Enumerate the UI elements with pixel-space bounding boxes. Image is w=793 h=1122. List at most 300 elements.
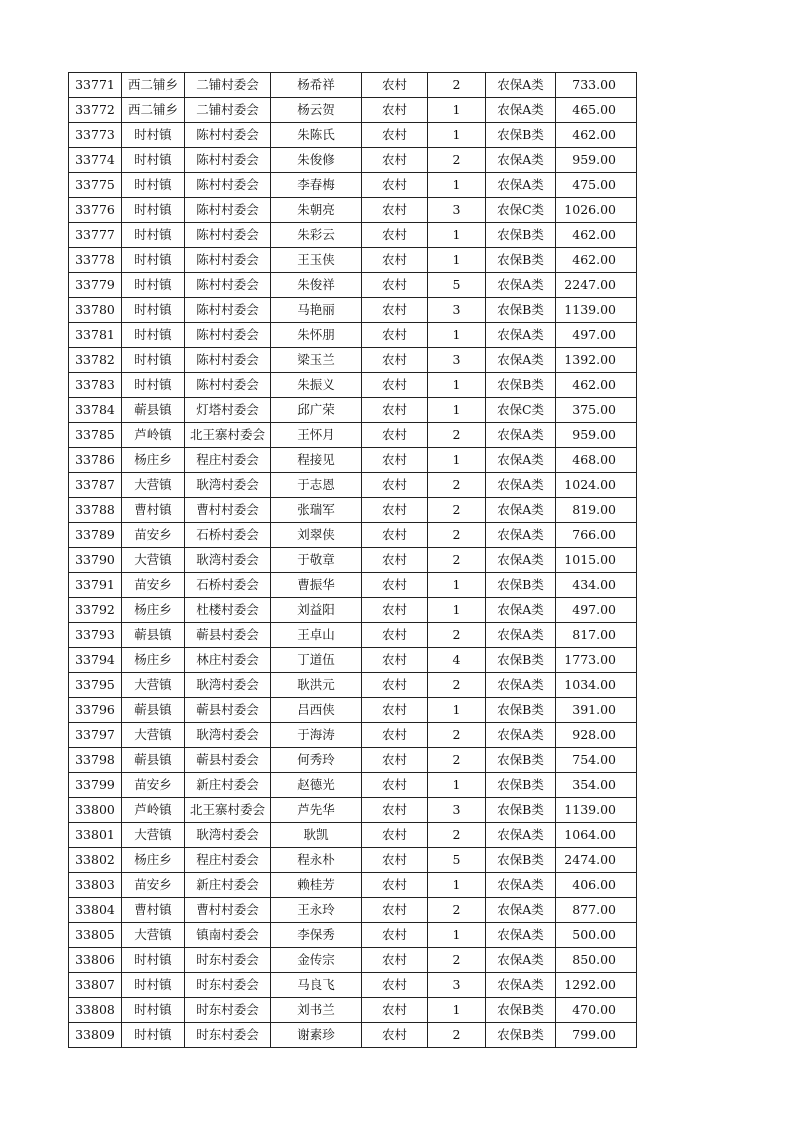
- table-row: [69, 748, 637, 773]
- table-row: [69, 723, 637, 748]
- table-row: [69, 648, 637, 673]
- village-committee-cell: 陈村村委会: [185, 373, 271, 398]
- village-committee-cell: 耿湾村委会: [185, 823, 271, 848]
- record-id: 33799: [69, 773, 122, 798]
- village-committee-cell: 蕲县村委会: [185, 748, 271, 773]
- household-count-cell: 1: [428, 573, 486, 598]
- household-count-cell: 1: [428, 323, 486, 348]
- household-count-cell: 1: [428, 598, 486, 623]
- residence-type-cell: 农村: [362, 573, 428, 598]
- village-committee-cell: 陈村村委会: [185, 273, 271, 298]
- household-count-cell: 2: [428, 73, 486, 98]
- town-cell: 蕲县镇: [122, 623, 185, 648]
- insurance-category-cell: 农保B类: [486, 298, 556, 323]
- household-count-cell: 3: [428, 348, 486, 373]
- amount-cell: 850.00: [556, 948, 637, 973]
- insurance-category-cell: 农保B类: [486, 223, 556, 248]
- amount-cell: 500.00: [556, 923, 637, 948]
- village-committee-cell: 曹村村委会: [185, 898, 271, 923]
- household-count-cell: 1: [428, 448, 486, 473]
- record-id: 33791: [69, 573, 122, 598]
- household-count-cell: 2: [428, 473, 486, 498]
- person-name-cell: 耿洪元: [271, 673, 362, 698]
- household-count-cell: 2: [428, 498, 486, 523]
- record-id: 33792: [69, 598, 122, 623]
- amount-cell: 462.00: [556, 248, 637, 273]
- town-cell: 杨庄乡: [122, 848, 185, 873]
- person-name-cell: 朱俊修: [271, 148, 362, 173]
- residence-type-cell: 农村: [362, 373, 428, 398]
- amount-cell: 1024.00: [556, 473, 637, 498]
- town-cell: 时村镇: [122, 998, 185, 1023]
- table-row: [69, 448, 637, 473]
- amount-cell: 819.00: [556, 498, 637, 523]
- record-id: 33776: [69, 198, 122, 223]
- insurance-category-cell: 农保A类: [486, 73, 556, 98]
- table-row: [69, 598, 637, 623]
- table-row: [69, 273, 637, 298]
- residence-type-cell: 农村: [362, 173, 428, 198]
- record-id: 33775: [69, 173, 122, 198]
- household-count-cell: 1: [428, 173, 486, 198]
- person-name-cell: 梁玉兰: [271, 348, 362, 373]
- person-name-cell: 马艳丽: [271, 298, 362, 323]
- residence-type-cell: 农村: [362, 623, 428, 648]
- village-committee-cell: 灯塔村委会: [185, 398, 271, 423]
- person-name-cell: 张瑞军: [271, 498, 362, 523]
- record-id: 33772: [69, 98, 122, 123]
- insurance-category-cell: 农保A类: [486, 973, 556, 998]
- insurance-category-cell: 农保A类: [486, 598, 556, 623]
- person-name-cell: 刘益阳: [271, 598, 362, 623]
- table-row: [69, 773, 637, 798]
- person-name-cell: 杨云贺: [271, 98, 362, 123]
- amount-cell: 470.00: [556, 998, 637, 1023]
- town-cell: 时村镇: [122, 248, 185, 273]
- person-name-cell: 芦先华: [271, 798, 362, 823]
- record-id: 33780: [69, 298, 122, 323]
- record-id: 33781: [69, 323, 122, 348]
- insurance-category-cell: 农保A类: [486, 948, 556, 973]
- household-count-cell: 2: [428, 948, 486, 973]
- town-cell: 时村镇: [122, 223, 185, 248]
- town-cell: 时村镇: [122, 323, 185, 348]
- insurance-category-cell: 农保A类: [486, 548, 556, 573]
- town-cell: 时村镇: [122, 173, 185, 198]
- residence-type-cell: 农村: [362, 648, 428, 673]
- town-cell: 时村镇: [122, 148, 185, 173]
- amount-cell: 1292.00: [556, 973, 637, 998]
- amount-cell: 928.00: [556, 723, 637, 748]
- village-committee-cell: 杜楼村委会: [185, 598, 271, 623]
- amount-cell: 354.00: [556, 773, 637, 798]
- table-row: [69, 473, 637, 498]
- table-row: [69, 898, 637, 923]
- insurance-category-cell: 农保A类: [486, 348, 556, 373]
- amount-cell: 754.00: [556, 748, 637, 773]
- residence-type-cell: 农村: [362, 698, 428, 723]
- household-count-cell: 5: [428, 848, 486, 873]
- village-committee-cell: 北王寨村委会: [185, 798, 271, 823]
- person-name-cell: 赖桂芳: [271, 873, 362, 898]
- village-committee-cell: 陈村村委会: [185, 173, 271, 198]
- village-committee-cell: 时东村委会: [185, 1023, 271, 1048]
- table-row: [69, 498, 637, 523]
- person-name-cell: 王卓山: [271, 623, 362, 648]
- table-row: [69, 348, 637, 373]
- record-id: 33785: [69, 423, 122, 448]
- amount-cell: 2247.00: [556, 273, 637, 298]
- insurance-category-cell: 农保A类: [486, 498, 556, 523]
- amount-cell: 733.00: [556, 73, 637, 98]
- person-name-cell: 吕西侠: [271, 698, 362, 723]
- village-committee-cell: 程庄村委会: [185, 848, 271, 873]
- household-count-cell: 2: [428, 548, 486, 573]
- record-id: 33806: [69, 948, 122, 973]
- household-count-cell: 3: [428, 298, 486, 323]
- household-count-cell: 4: [428, 648, 486, 673]
- table-row: [69, 298, 637, 323]
- amount-cell: 817.00: [556, 623, 637, 648]
- town-cell: 大营镇: [122, 673, 185, 698]
- amount-cell: 766.00: [556, 523, 637, 548]
- residence-type-cell: 农村: [362, 348, 428, 373]
- residence-type-cell: 农村: [362, 898, 428, 923]
- town-cell: 曹村镇: [122, 898, 185, 923]
- insurance-category-cell: 农保B类: [486, 373, 556, 398]
- insurance-category-cell: 农保B类: [486, 573, 556, 598]
- village-committee-cell: 蕲县村委会: [185, 698, 271, 723]
- household-count-cell: 1: [428, 373, 486, 398]
- person-name-cell: 马良飞: [271, 973, 362, 998]
- insurance-category-cell: 农保A类: [486, 723, 556, 748]
- insurance-category-cell: 农保A类: [486, 923, 556, 948]
- household-count-cell: 1: [428, 223, 486, 248]
- household-count-cell: 1: [428, 873, 486, 898]
- table-row: [69, 973, 637, 998]
- person-name-cell: 赵德光: [271, 773, 362, 798]
- person-name-cell: 于志恩: [271, 473, 362, 498]
- record-id: 33771: [69, 73, 122, 98]
- person-name-cell: 朱振义: [271, 373, 362, 398]
- village-committee-cell: 时东村委会: [185, 998, 271, 1023]
- town-cell: 大营镇: [122, 723, 185, 748]
- record-id: 33805: [69, 923, 122, 948]
- insurance-category-cell: 农保A类: [486, 473, 556, 498]
- village-committee-cell: 耿湾村委会: [185, 548, 271, 573]
- amount-cell: 391.00: [556, 698, 637, 723]
- village-committee-cell: 陈村村委会: [185, 348, 271, 373]
- household-count-cell: 1: [428, 698, 486, 723]
- household-count-cell: 1: [428, 398, 486, 423]
- record-id: 33797: [69, 723, 122, 748]
- town-cell: 时村镇: [122, 948, 185, 973]
- table-row: [69, 548, 637, 573]
- insurance-category-cell: 农保C类: [486, 198, 556, 223]
- household-count-cell: 1: [428, 923, 486, 948]
- household-count-cell: 3: [428, 973, 486, 998]
- insurance-category-cell: 农保B类: [486, 848, 556, 873]
- residence-type-cell: 农村: [362, 498, 428, 523]
- record-id: 33778: [69, 248, 122, 273]
- record-id: 33802: [69, 848, 122, 873]
- residence-type-cell: 农村: [362, 298, 428, 323]
- amount-cell: 799.00: [556, 1023, 637, 1048]
- insurance-category-cell: 农保A类: [486, 823, 556, 848]
- insurance-category-cell: 农保A类: [486, 898, 556, 923]
- village-committee-cell: 二铺村委会: [185, 73, 271, 98]
- amount-cell: 877.00: [556, 898, 637, 923]
- residence-type-cell: 农村: [362, 598, 428, 623]
- household-count-cell: 1: [428, 998, 486, 1023]
- village-committee-cell: 陈村村委会: [185, 148, 271, 173]
- village-committee-cell: 新庄村委会: [185, 873, 271, 898]
- village-committee-cell: 时东村委会: [185, 948, 271, 973]
- amount-cell: 959.00: [556, 148, 637, 173]
- table-row: [69, 223, 637, 248]
- village-committee-cell: 石桥村委会: [185, 573, 271, 598]
- insurance-category-cell: 农保A类: [486, 623, 556, 648]
- residence-type-cell: 农村: [362, 823, 428, 848]
- insurance-category-cell: 农保B类: [486, 748, 556, 773]
- record-id: 33794: [69, 648, 122, 673]
- household-count-cell: 1: [428, 773, 486, 798]
- village-committee-cell: 二铺村委会: [185, 98, 271, 123]
- amount-cell: 497.00: [556, 323, 637, 348]
- table-row: [69, 73, 637, 98]
- insurance-category-cell: 农保A类: [486, 98, 556, 123]
- record-id: 33803: [69, 873, 122, 898]
- residence-type-cell: 农村: [362, 723, 428, 748]
- village-committee-cell: 蕲县村委会: [185, 623, 271, 648]
- person-name-cell: 刘书兰: [271, 998, 362, 1023]
- person-name-cell: 程接见: [271, 448, 362, 473]
- person-name-cell: 杨希祥: [271, 73, 362, 98]
- amount-cell: 434.00: [556, 573, 637, 598]
- town-cell: 大营镇: [122, 548, 185, 573]
- residence-type-cell: 农村: [362, 923, 428, 948]
- village-committee-cell: 陈村村委会: [185, 123, 271, 148]
- village-committee-cell: 陈村村委会: [185, 298, 271, 323]
- amount-cell: 1392.00: [556, 348, 637, 373]
- residence-type-cell: 农村: [362, 798, 428, 823]
- insurance-category-cell: 农保A类: [486, 873, 556, 898]
- town-cell: 曹村镇: [122, 498, 185, 523]
- record-id: 33798: [69, 748, 122, 773]
- residence-type-cell: 农村: [362, 223, 428, 248]
- household-count-cell: 5: [428, 273, 486, 298]
- town-cell: 时村镇: [122, 1023, 185, 1048]
- amount-cell: 375.00: [556, 398, 637, 423]
- residence-type-cell: 农村: [362, 123, 428, 148]
- table-row: [69, 848, 637, 873]
- insurance-category-cell: 农保A类: [486, 148, 556, 173]
- record-id: 33800: [69, 798, 122, 823]
- residence-type-cell: 农村: [362, 748, 428, 773]
- person-name-cell: 耿凯: [271, 823, 362, 848]
- household-count-cell: 1: [428, 248, 486, 273]
- residence-type-cell: 农村: [362, 673, 428, 698]
- village-committee-cell: 石桥村委会: [185, 523, 271, 548]
- table-row: [69, 948, 637, 973]
- insurance-category-cell: 农保A类: [486, 273, 556, 298]
- person-name-cell: 李保秀: [271, 923, 362, 948]
- record-id: 33796: [69, 698, 122, 723]
- residence-type-cell: 农村: [362, 948, 428, 973]
- amount-cell: 462.00: [556, 373, 637, 398]
- village-committee-cell: 时东村委会: [185, 973, 271, 998]
- table-row: [69, 823, 637, 848]
- town-cell: 大营镇: [122, 923, 185, 948]
- town-cell: 苗安乡: [122, 873, 185, 898]
- person-name-cell: 谢素珍: [271, 1023, 362, 1048]
- residence-type-cell: 农村: [362, 773, 428, 798]
- record-id: 33783: [69, 373, 122, 398]
- household-count-cell: 2: [428, 623, 486, 648]
- table-row: [69, 173, 637, 198]
- town-cell: 杨庄乡: [122, 648, 185, 673]
- household-count-cell: 3: [428, 198, 486, 223]
- village-committee-cell: 陈村村委会: [185, 323, 271, 348]
- person-name-cell: 金传宗: [271, 948, 362, 973]
- amount-cell: 2474.00: [556, 848, 637, 873]
- person-name-cell: 李春梅: [271, 173, 362, 198]
- table-row: [69, 198, 637, 223]
- insurance-category-cell: 农保A类: [486, 323, 556, 348]
- residence-type-cell: 农村: [362, 98, 428, 123]
- person-name-cell: 程永朴: [271, 848, 362, 873]
- record-id: 33787: [69, 473, 122, 498]
- town-cell: 苗安乡: [122, 523, 185, 548]
- town-cell: 蕲县镇: [122, 698, 185, 723]
- record-id: 33774: [69, 148, 122, 173]
- record-id: 33789: [69, 523, 122, 548]
- person-name-cell: 邱广荣: [271, 398, 362, 423]
- insurance-category-cell: 农保A类: [486, 423, 556, 448]
- household-count-cell: 2: [428, 1023, 486, 1048]
- residence-type-cell: 农村: [362, 148, 428, 173]
- person-name-cell: 朱俊祥: [271, 273, 362, 298]
- town-cell: 蕲县镇: [122, 748, 185, 773]
- table-row: [69, 998, 637, 1023]
- amount-cell: 462.00: [556, 223, 637, 248]
- insurance-category-cell: 农保B类: [486, 123, 556, 148]
- insurance-category-cell: 农保B类: [486, 648, 556, 673]
- table-row: [69, 123, 637, 148]
- amount-cell: 1773.00: [556, 648, 637, 673]
- village-committee-cell: 耿湾村委会: [185, 723, 271, 748]
- insurance-category-cell: 农保A类: [486, 673, 556, 698]
- residence-type-cell: 农村: [362, 848, 428, 873]
- household-count-cell: 1: [428, 98, 486, 123]
- residence-type-cell: 农村: [362, 73, 428, 98]
- residence-type-cell: 农村: [362, 873, 428, 898]
- household-count-cell: 2: [428, 723, 486, 748]
- village-committee-cell: 曹村村委会: [185, 498, 271, 523]
- table-row: [69, 323, 637, 348]
- village-committee-cell: 陈村村委会: [185, 198, 271, 223]
- household-count-cell: 2: [428, 423, 486, 448]
- insurance-category-cell: 农保B类: [486, 798, 556, 823]
- person-name-cell: 王怀月: [271, 423, 362, 448]
- village-committee-cell: 程庄村委会: [185, 448, 271, 473]
- village-committee-cell: 耿湾村委会: [185, 673, 271, 698]
- village-committee-cell: 陈村村委会: [185, 248, 271, 273]
- person-name-cell: 曹振华: [271, 573, 362, 598]
- amount-cell: 1064.00: [556, 823, 637, 848]
- residence-type-cell: 农村: [362, 1023, 428, 1048]
- person-name-cell: 王永玲: [271, 898, 362, 923]
- person-name-cell: 于海涛: [271, 723, 362, 748]
- residence-type-cell: 农村: [362, 998, 428, 1023]
- village-committee-cell: 陈村村委会: [185, 223, 271, 248]
- household-count-cell: 1: [428, 123, 486, 148]
- record-id: 33804: [69, 898, 122, 923]
- record-id: 33790: [69, 548, 122, 573]
- household-count-cell: 2: [428, 148, 486, 173]
- table-row: [69, 398, 637, 423]
- amount-cell: 1139.00: [556, 298, 637, 323]
- household-count-cell: 2: [428, 673, 486, 698]
- amount-cell: 497.00: [556, 598, 637, 623]
- person-name-cell: 王玉侠: [271, 248, 362, 273]
- residence-type-cell: 农村: [362, 548, 428, 573]
- town-cell: 时村镇: [122, 273, 185, 298]
- residence-type-cell: 农村: [362, 473, 428, 498]
- insurance-category-cell: 农保B类: [486, 773, 556, 798]
- town-cell: 杨庄乡: [122, 448, 185, 473]
- person-name-cell: 于敬章: [271, 548, 362, 573]
- record-id: 33807: [69, 973, 122, 998]
- table-row: [69, 873, 637, 898]
- town-cell: 大营镇: [122, 473, 185, 498]
- household-count-cell: 2: [428, 748, 486, 773]
- record-id: 33795: [69, 673, 122, 698]
- person-name-cell: 何秀玲: [271, 748, 362, 773]
- town-cell: 蕲县镇: [122, 398, 185, 423]
- insurance-category-cell: 农保B类: [486, 998, 556, 1023]
- record-id: 33782: [69, 348, 122, 373]
- insurance-category-cell: 农保A类: [486, 523, 556, 548]
- residence-type-cell: 农村: [362, 248, 428, 273]
- person-name-cell: 刘翠侠: [271, 523, 362, 548]
- person-name-cell: 朱怀朋: [271, 323, 362, 348]
- town-cell: 时村镇: [122, 373, 185, 398]
- record-id: 33777: [69, 223, 122, 248]
- table-row: [69, 248, 637, 273]
- town-cell: 时村镇: [122, 123, 185, 148]
- amount-cell: 406.00: [556, 873, 637, 898]
- town-cell: 时村镇: [122, 298, 185, 323]
- town-cell: 西二铺乡: [122, 98, 185, 123]
- town-cell: 杨庄乡: [122, 598, 185, 623]
- village-committee-cell: 林庄村委会: [185, 648, 271, 673]
- record-id: 33773: [69, 123, 122, 148]
- table-row: [69, 673, 637, 698]
- record-id: 33793: [69, 623, 122, 648]
- town-cell: 大营镇: [122, 823, 185, 848]
- table-row: [69, 798, 637, 823]
- record-id: 33779: [69, 273, 122, 298]
- person-name-cell: 朱陈氏: [271, 123, 362, 148]
- table-row: [69, 423, 637, 448]
- amount-cell: 1026.00: [556, 198, 637, 223]
- table-row: [69, 573, 637, 598]
- record-id: 33801: [69, 823, 122, 848]
- amount-cell: 1139.00: [556, 798, 637, 823]
- insurance-category-cell: 农保A类: [486, 448, 556, 473]
- amount-cell: 475.00: [556, 173, 637, 198]
